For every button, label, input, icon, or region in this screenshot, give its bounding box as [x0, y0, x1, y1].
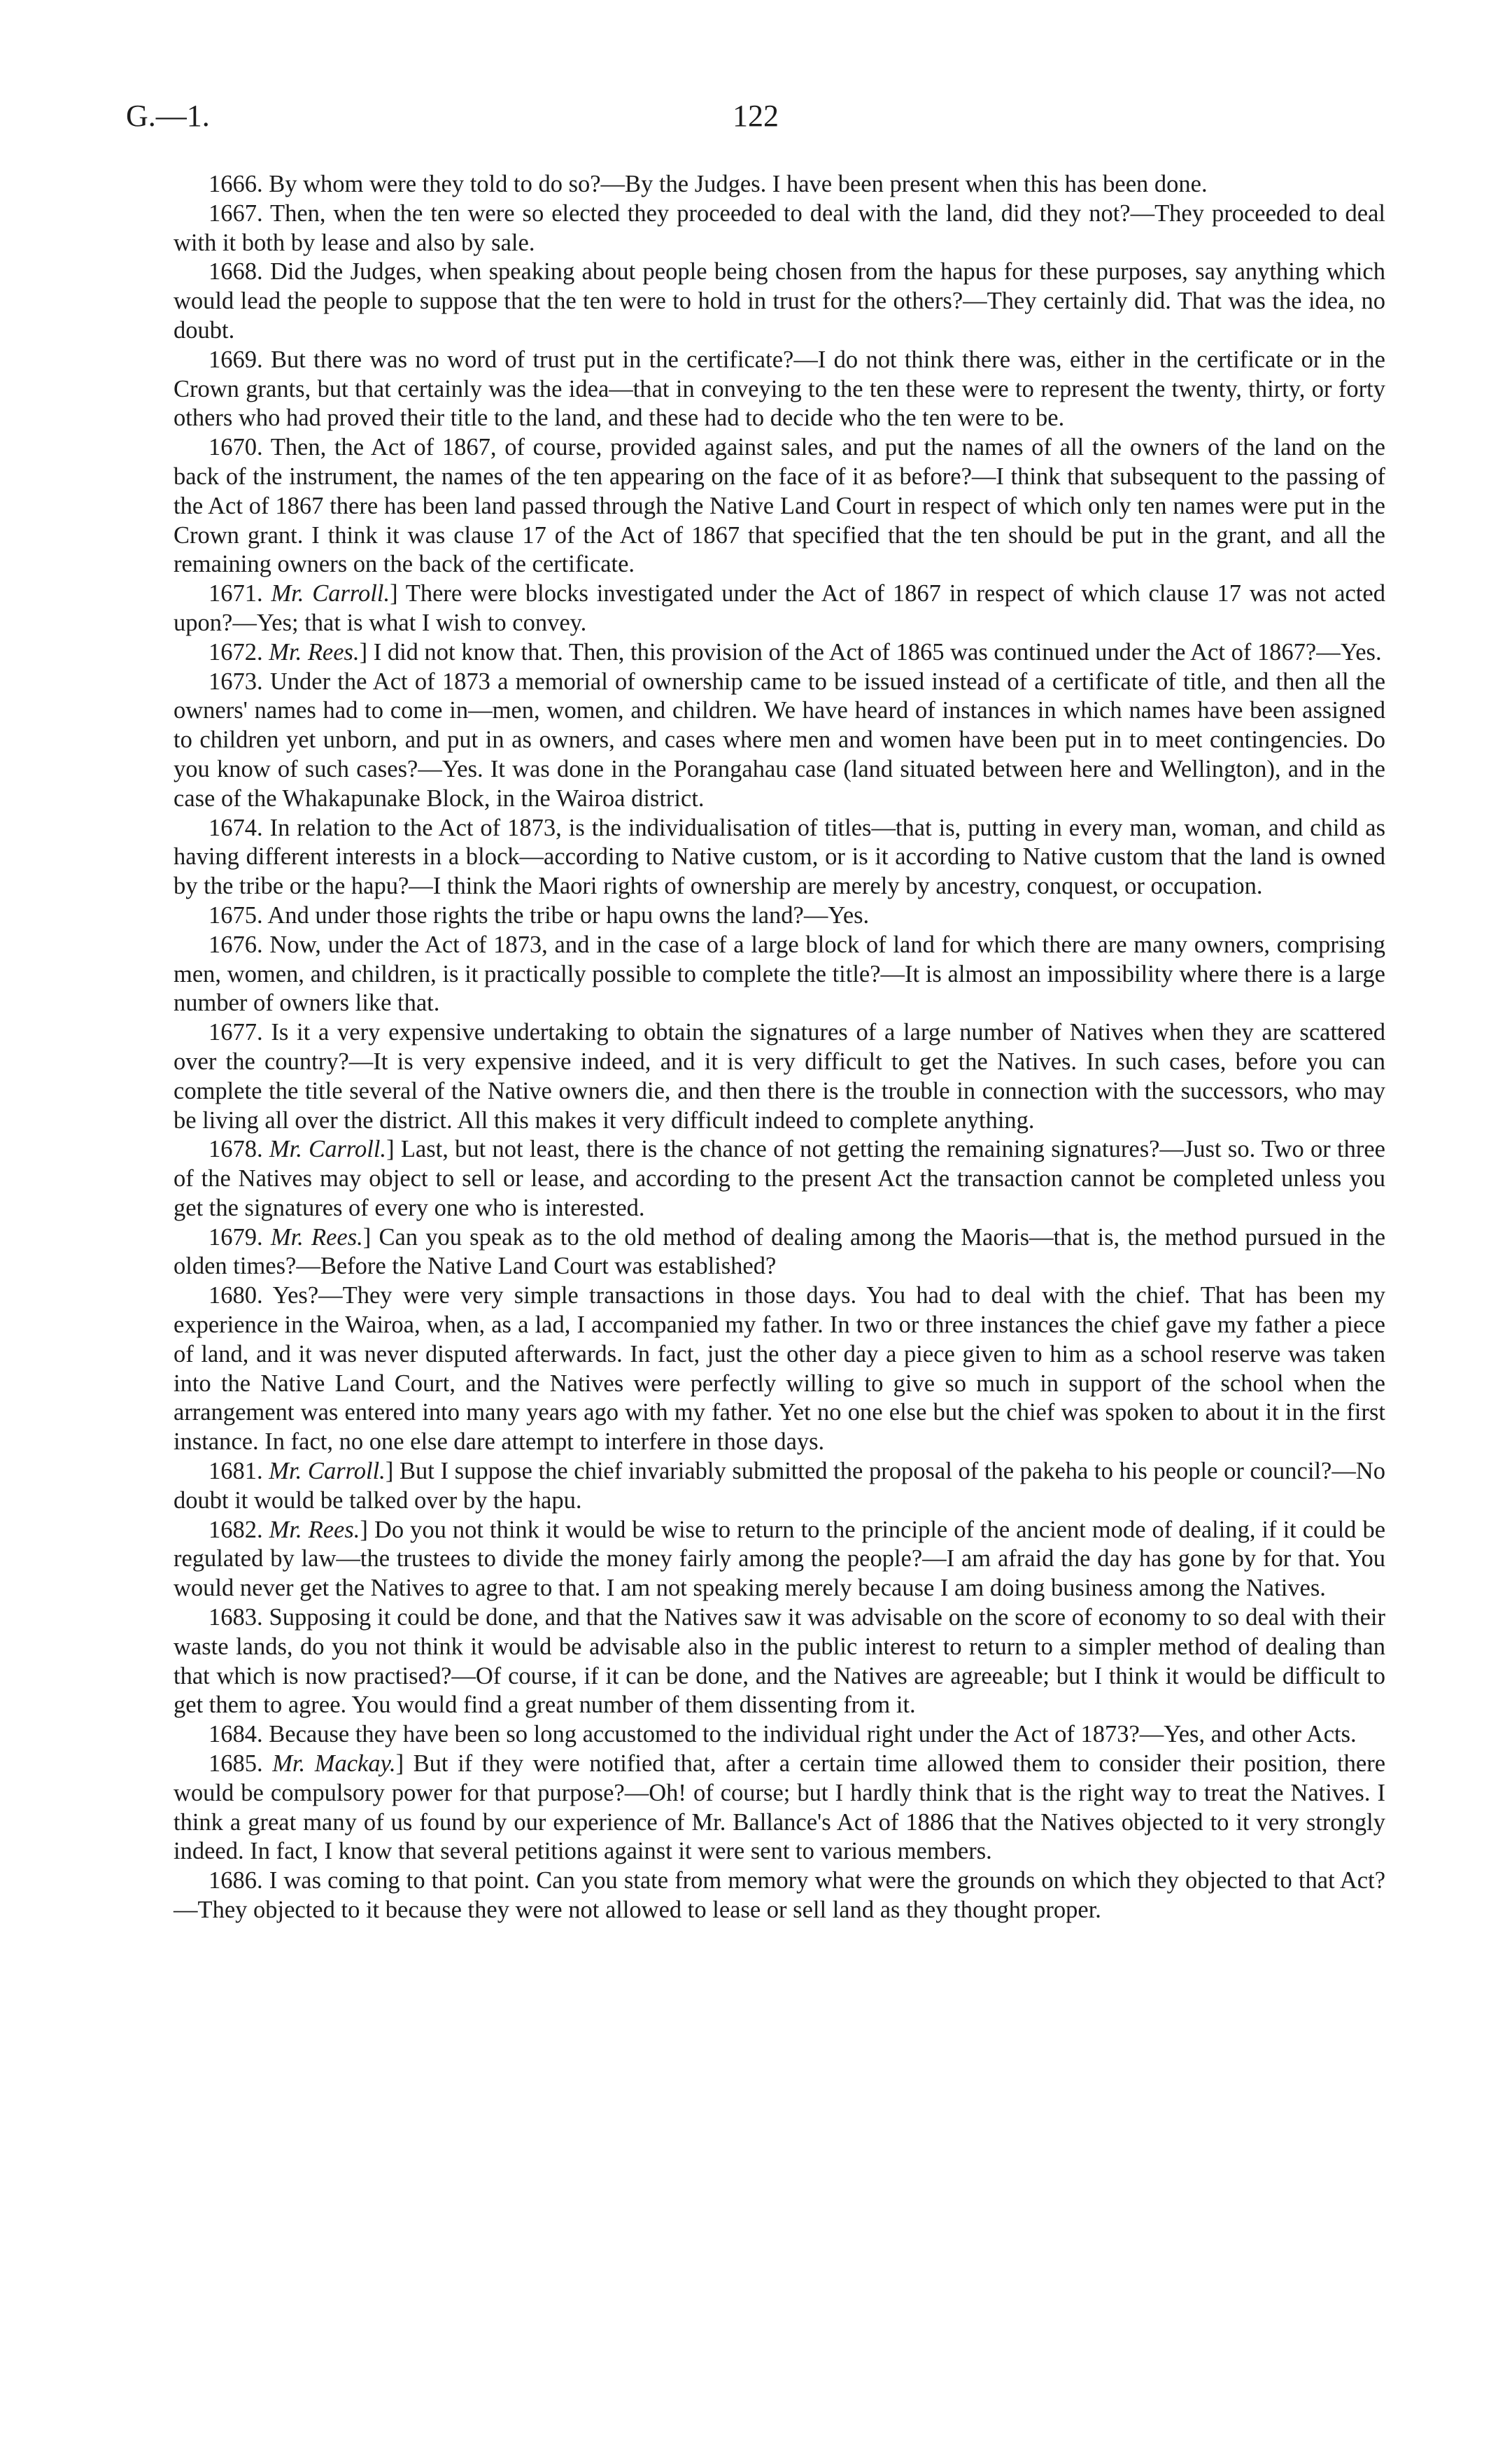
- document-reference: G.—1.: [126, 99, 210, 133]
- question-text: Then, the Act of 1867, of course, provided against sales, and put the names of all the owners of the land on the back of the instrument, the names of the ten appearing on the face of it as before?—I think that subsequent to the passing of the Act of 1867 there has been land passed through the Native Land Court in respect of which only ten names were put in the Crown grant. I think it was clause 17 of the Act of 1867 that specified that the ten should be put in the grant, and all the remaining owners on the back of the certificate.: [174, 434, 1385, 578]
- question-paragraph: [174, 1135, 1385, 1223]
- question-number: 1675.: [209, 901, 263, 929]
- question-paragraph: [174, 258, 1385, 345]
- question-paragraph: [174, 346, 1385, 433]
- question-text: And under those rights the tribe or hapu owns the land?—Yes.: [267, 901, 870, 929]
- question-paragraph: [174, 1866, 1385, 1925]
- question-paragraph: [174, 931, 1385, 1018]
- question-paragraph: [174, 199, 1385, 258]
- question-paragraph: [174, 170, 1385, 199]
- question-number: 1673.: [209, 668, 263, 695]
- question-text: But there was no word of trust put in the certificate?—I do not think there was, either in the certificate or in the Crown grants, but that certainly was the idea—that in conveying to the ten these were to represent the twenty, thirty, or forty others who had proved their title to the land, and these had to decide who the ten were to be.: [174, 346, 1385, 432]
- evidence-text: [174, 170, 1385, 1925]
- question-text: Last, but not least, there is the chance of not getting the remaining signatures?—Just so. Two or three of the Natives may object to sell or lease, and according to the present Act the transaction cannot be completed unless you get the signatures of every one who is interested.: [174, 1136, 1385, 1221]
- question-number: 1671.: [209, 580, 263, 607]
- question-number: 1669.: [209, 346, 263, 373]
- speaker-bracket: ]: [362, 1223, 372, 1251]
- speaker-bracket: ]: [385, 1458, 394, 1485]
- question-number: 1679.: [209, 1223, 263, 1251]
- question-number: 1672.: [209, 638, 263, 666]
- question-text: Now, under the Act of 1873, and in the case of a large block of land for which there are many owners, comprising men, women, and children, is it practically possible to complete the title?—It is almost an impossibility where there is a large number of owners like that.: [174, 931, 1386, 1017]
- question-number: 1682.: [209, 1516, 263, 1543]
- question-number: 1681.: [209, 1458, 263, 1485]
- question-number: 1676.: [209, 931, 263, 958]
- question-paragraph: [174, 1516, 1385, 1603]
- speaker-bracket: ]: [395, 1750, 404, 1778]
- question-text: Supposing it could be done, and that the Natives saw it was advisable on the score of economy to so deal with their waste lands, do you not think it would be advisable also in the public interest to return to a simpler method of dealing than that which is now practised?—Of course, if it can be done, and the Natives are agreeable; but I think it would be difficult to get them to agree. You would find a great number of them dissenting from it.: [174, 1604, 1386, 1719]
- question-number: 1677.: [209, 1019, 263, 1046]
- question-number: 1670.: [209, 434, 263, 461]
- question-number: 1666.: [209, 171, 263, 197]
- question-text: By whom were they told to do so?—By the Judges. I have been present when this has been done.: [269, 171, 1208, 197]
- question-text: Do you not think it would be wise to return to the principle of the ancient mode of dealing, if it could be regulated by law—the trustees to divide the money fairly among the people?—I am afraid the day has gone by for that. You would never get the Natives to agree to that. I am not speaking merely because I am doing business among the Natives.: [174, 1516, 1386, 1602]
- question-text: I did not know that. Then, this provision of the Act of 1865 was continued under the Act of 1867?—Yes.: [373, 638, 1382, 666]
- question-number: 1674.: [209, 814, 263, 841]
- speaker-name: Mr. Mackay.: [272, 1750, 396, 1778]
- question-paragraph: [174, 1720, 1385, 1750]
- question-paragraph: [174, 901, 1385, 931]
- question-paragraph: [174, 579, 1385, 638]
- question-text: Because they have been so long accustomed to the individual right under the Act of 1873?—Yes, and other Acts.: [269, 1721, 1357, 1748]
- question-paragraph: [174, 1281, 1385, 1457]
- speaker-name: Mr. Carroll.: [269, 1136, 387, 1163]
- question-number: 1667.: [209, 199, 263, 227]
- question-number: 1683.: [209, 1604, 263, 1631]
- question-text: Is it a very expensive undertaking to obtain the signatures of a large number of Natives when they are scattered over the country?—It is very expensive indeed, and it is very difficult to get the Natives. In such cases, before you can complete the title several of the Native owners die, and then there is the trouble in connection with the successors, who may be living all over the district. All this makes it very difficult indeed to complete anything.: [174, 1019, 1385, 1134]
- speaker-name: Mr. Rees.: [269, 1516, 360, 1543]
- question-paragraph: [174, 1603, 1385, 1720]
- speaker-bracket: ]: [386, 1136, 395, 1163]
- speaker-bracket: ]: [360, 1516, 368, 1543]
- question-paragraph: [174, 1457, 1385, 1516]
- question-text: Yes?—They were very simple transactions in those days. You had to deal with the chief. That has been my experience in the Wairoa, when, as a lad, I accompanied my father. In two or three instances the chief gave my father a piece of land, and it was never disputed afterwards. In fact, just the other day a piece given to him as a school reserve was taken into the Native Land Court, and the Natives were perfectly willing to give so much in support of the school when the arrangement was entered into many years ago with my father. Yet no one else but the chief was spoken to about it in the first instance. In fact, no one else dare attempt to interfere in those days.: [174, 1282, 1385, 1456]
- question-number: 1685.: [209, 1750, 263, 1778]
- question-text: There were blocks investigated under the Act of 1867 in respect of which clause 17 was not acted upon?—Yes; that is what I wish to convey.: [174, 580, 1385, 636]
- speaker-name: Mr. Carroll.: [269, 1458, 386, 1485]
- question-paragraph: [174, 814, 1385, 901]
- question-number: 1684.: [209, 1721, 263, 1748]
- speaker-bracket: ]: [390, 580, 398, 607]
- question-paragraph: [174, 638, 1385, 668]
- question-number: 1678.: [209, 1136, 263, 1163]
- question-paragraph: [174, 668, 1385, 814]
- question-number: 1680.: [209, 1282, 263, 1309]
- question-text: Then, when the ten were so elected they proceeded to deal with the land, did they not?—They proceeded to deal with it both by lease and also by sale.: [174, 199, 1385, 256]
- question-number: 1686.: [209, 1867, 263, 1894]
- question-paragraph: [174, 1018, 1385, 1135]
- speaker-name: Mr. Rees.: [270, 1223, 363, 1251]
- question-text: But I suppose the chief invariably submitted the proposal of the pakeha to his people or council?—No doubt it would be talked over by the hapu.: [174, 1458, 1386, 1514]
- question-paragraph: [174, 1223, 1385, 1282]
- question-text: Did the Judges, when speaking about people being chosen from the hapus for these purposes, say anything which would lead the people to suppose that the ten were to hold in trust for the others?—They certainly did. That was the idea, no doubt.: [174, 258, 1385, 344]
- speaker-name: Mr. Carroll.: [271, 580, 390, 607]
- question-text: Under the Act of 1873 a memorial of ownership came to be issued instead of a certificate of title, and then all the owners' names had to come in—men, women, and children. We have heard of instances in which names have been assigned to children yet unborn, and put in as owners, and cases where men and women have been put in to meet contingencies. Do you know of such cases?—Yes. It was done in the Porangahau case (land situated between here and Wellington), and in the case of the Whakapunake Block, in the Wairoa district.: [174, 668, 1386, 812]
- question-paragraph: [174, 1750, 1385, 1866]
- question-text: I was coming to that point. Can you state from memory what were the grounds on which they objected to that Act?—They objected to it because they were not allowed to lease or sell land as they thought proper.: [174, 1867, 1386, 1924]
- question-text: In relation to the Act of 1873, is the individualisation of titles—that is, putting in every man, woman, and child as having different interests in a block—according to Native custom, or is it according to Native custom that the land is owned by the tribe or the hapu?—I think the Maori rights of ownership are merely by ancestry, conquest, or occupation.: [174, 814, 1385, 900]
- question-text: Can you speak as to the old method of dealing among the Maoris—that is, the method pursued in the olden times?—Before the Native Land Court was established?: [174, 1223, 1386, 1280]
- question-text: But if they were notified that, after a certain time allowed them to consider their position, there would be compulsory power for that purpose?—Oh! of course; but I hardly think that is the right way to treat the Natives. I think a great many of us found by our experience of Mr. Ballance's Act of 1886 that the Natives objected to it very strongly indeed. In fact, I know that several petitions against it were sent to various members.: [174, 1750, 1386, 1865]
- page-number: 122: [733, 99, 779, 133]
- page-header: [126, 98, 1385, 147]
- question-paragraph: [174, 433, 1385, 579]
- question-number: 1668.: [209, 258, 263, 286]
- speaker-name: Mr. Rees.: [269, 638, 360, 666]
- speaker-bracket: ]: [359, 638, 368, 666]
